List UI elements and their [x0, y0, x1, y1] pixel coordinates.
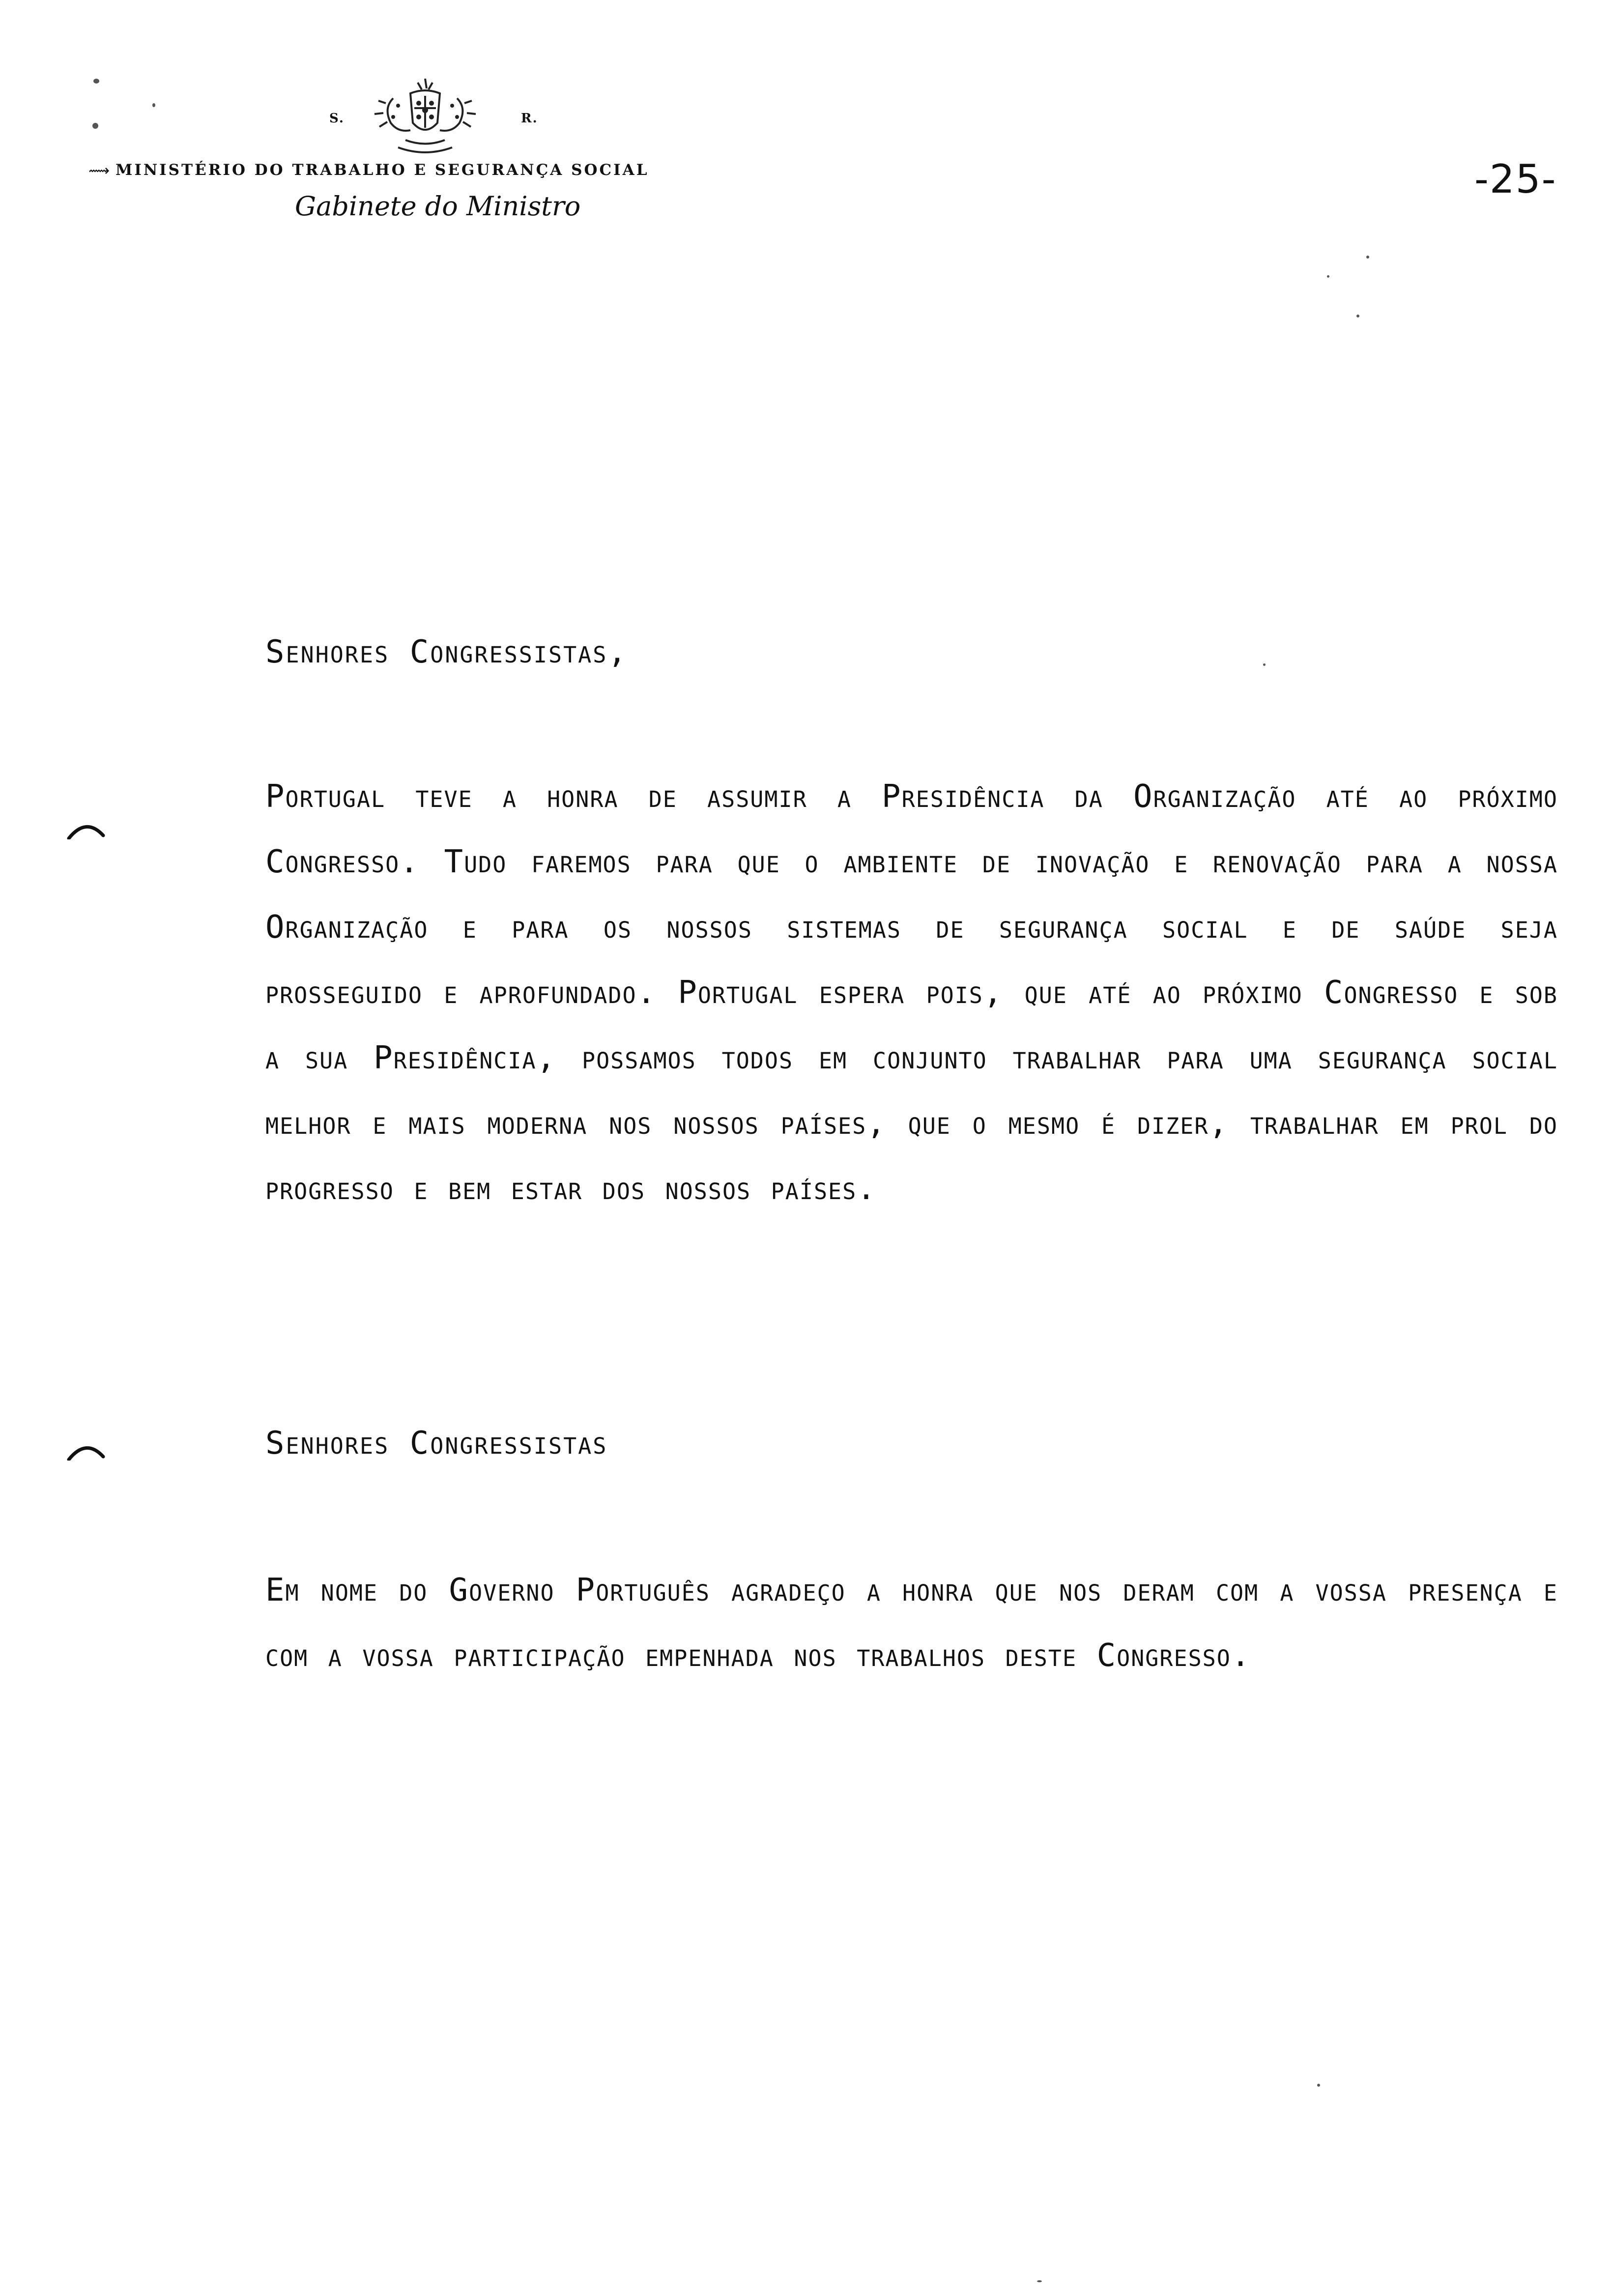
- salutation-text: Senhores Congressistas: [265, 1425, 608, 1462]
- scan-speck: [1366, 256, 1369, 258]
- salutation-second: [265, 1425, 1558, 1462]
- scan-speck: [1263, 663, 1266, 666]
- scan-speck: [1037, 2280, 1042, 2282]
- margin-bracket-icon: [66, 820, 106, 839]
- margin-bracket-icon: [66, 1441, 106, 1461]
- paragraph-text: Portugal teve a honra de assumir a Presidência da Organização até ao próximo Congresso. Tudo faremos para que o ambiente de inovação e renovação para a nossa Organização e para os nossos sistemas de segurança social e de saúde seja prosseguido e aprofundado. Portugal espera pois, que até ao próximo Congresso e sob a sua Presidência, possamos todos em conjunto trabalhar para uma segurança social melhor e mais moderna nos nossos países, que o mesmo é dizer, trabalhar em prol do progresso e bem estar dos nossos países.: [265, 778, 1558, 1207]
- paragraph-text: Em nome do Governo Português agradeço a honra que nos deram com a vossa presença e com a vossa participação empenhada nos trabalhos deste Congresso.: [265, 1572, 1558, 1674]
- salutation-text: Senhores Congressistas,: [265, 634, 628, 670]
- salutation-first: [265, 634, 1558, 670]
- coat-of-arms-icon: [364, 74, 487, 157]
- page-number: -25-: [1474, 156, 1557, 202]
- ministry-mark-icon: ⟿: [88, 162, 110, 179]
- cabinet-title: Gabinete do Ministro: [295, 191, 581, 222]
- scan-speck: [1327, 275, 1329, 278]
- scan-speck: [152, 103, 155, 107]
- scan-speck: [93, 79, 99, 84]
- scan-speck: [1356, 315, 1359, 317]
- scan-speck: [1317, 2084, 1320, 2087]
- scan-speck: [92, 123, 98, 129]
- paragraph-thanks: [265, 1558, 1558, 1689]
- emblem-letter-r: R.: [521, 111, 538, 126]
- emblem-letter-s: S.: [329, 111, 345, 126]
- letterhead: [88, 74, 777, 241]
- paragraph-presidency: [265, 764, 1558, 1222]
- ministry-name: MINISTÉRIO DO TRABALHO E SEGURANÇA SOCIAL: [115, 161, 649, 179]
